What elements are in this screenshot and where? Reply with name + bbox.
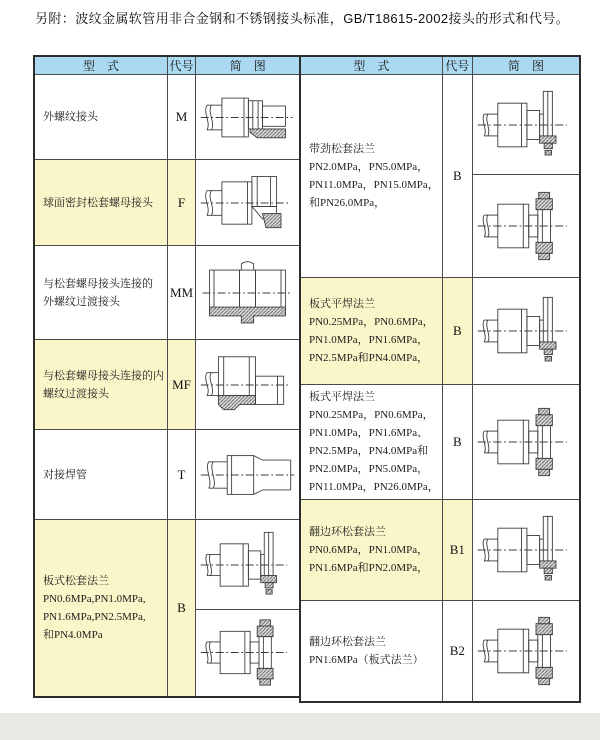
diagram-cell <box>196 610 301 697</box>
type-line: PN2.0MPa，PN5.0MPa， <box>309 463 429 475</box>
code-cell: F <box>168 160 196 246</box>
table-row <box>300 278 580 385</box>
code-cell: B <box>442 278 472 385</box>
table-row <box>34 246 301 340</box>
type-cell <box>300 500 442 601</box>
type-cell <box>34 160 168 246</box>
male-female-adapter <box>199 345 296 425</box>
table-row <box>34 160 301 246</box>
fitting-table-left <box>33 55 302 698</box>
type-line: 带劲松套法兰 <box>309 143 375 155</box>
col-header-diagram: 简 图 <box>472 56 580 75</box>
table-row <box>300 385 580 500</box>
loose-flange-section-view <box>476 399 576 485</box>
type-line: 螺纹过渡接头 <box>43 387 109 400</box>
diagram-cell <box>196 75 301 160</box>
table-row <box>34 520 301 610</box>
type-line: 与松套螺母接头连接的 <box>43 277 153 290</box>
col-header-type: 型 式 <box>34 56 168 75</box>
spherical-loose-nut-fitting <box>199 165 296 241</box>
type-line: PN0.25MPa，PN0.6MPa， <box>309 409 434 421</box>
type-line: PN2.0MPa，PN5.0MPa， <box>309 161 429 173</box>
code-cell: M <box>168 75 196 160</box>
type-line: PN1.6MPa和PN2.0MPa， <box>309 562 429 574</box>
loose-flange-section-view <box>476 608 576 694</box>
type-line: 与松套螺母接头连接的内 <box>43 369 164 382</box>
double-male-adapter <box>199 251 296 335</box>
loose-flange-side-view <box>476 82 576 168</box>
code-cell: B1 <box>442 500 472 601</box>
diagram-cell <box>196 430 301 520</box>
page-bottom-strip <box>0 713 600 740</box>
type-line: PN0.6MPa，PN1.0MPa， <box>309 544 429 556</box>
type-line: 翻边环松套法兰 <box>309 635 386 648</box>
type-cell <box>34 520 168 697</box>
code-cell: MF <box>168 340 196 430</box>
diagram-cell <box>472 278 580 385</box>
type-cell <box>34 246 168 340</box>
type-line: 外螺纹过渡接头 <box>43 295 120 308</box>
type-cell <box>300 601 442 702</box>
code-cell: B <box>442 385 472 500</box>
page-heading: 另附：波纹金属软管用非合金钢和不锈钢接头标准，GB/T18615-2002接头的形式和代号。 <box>35 11 570 26</box>
loose-flange-side-view <box>476 507 576 593</box>
diagram-cell <box>472 385 580 500</box>
type-cell <box>34 430 168 520</box>
type-line: 和PN4.0MPa <box>43 628 103 641</box>
type-line: PN1.6MPa,PN2.5MPa, <box>43 610 146 623</box>
diagram-cell <box>472 75 580 175</box>
type-line: PN2.5MPa，PN4.0MPa和 <box>309 445 429 457</box>
col-header-type: 型 式 <box>300 56 442 75</box>
loose-flange-section-view <box>476 183 576 269</box>
code-cell: B <box>168 520 196 697</box>
loose-flange-section-view <box>199 614 296 691</box>
type-line: 板式平焊法兰 <box>309 391 375 403</box>
col-header-code: 代号 <box>168 56 196 75</box>
type-cell <box>300 75 442 278</box>
type-line: 对接焊管 <box>43 468 87 481</box>
diagram-cell <box>472 601 580 702</box>
code-cell: B <box>442 75 472 278</box>
code-cell: B2 <box>442 601 472 702</box>
col-header-code: 代号 <box>442 56 472 75</box>
type-cell <box>300 385 442 500</box>
type-line: PN1.6MPa（板式法兰） <box>309 653 424 666</box>
type-line: PN1.0MPa，PN1.6MPa、 <box>309 427 429 439</box>
col-header-diagram: 简 图 <box>196 56 301 75</box>
type-cell <box>300 278 442 385</box>
type-line: 外螺纹接头 <box>43 111 98 123</box>
type-line: PN2.5MPa和PN4.0MPa， <box>309 352 429 364</box>
type-line: 板式松套法兰 <box>43 574 109 587</box>
butt-weld-pipe <box>199 435 296 515</box>
fitting-table-right <box>299 55 581 703</box>
loose-flange-side-view <box>476 288 576 374</box>
type-line: PN11.0MPa，PN15.0MPa， <box>309 179 439 191</box>
diagram-cell <box>196 340 301 430</box>
type-cell <box>34 75 168 160</box>
table-row <box>34 430 301 520</box>
type-cell <box>34 340 168 430</box>
code-cell: MM <box>168 246 196 340</box>
loose-flange-side-view <box>199 525 296 605</box>
type-line: 翻边环松套法兰 <box>309 526 386 538</box>
diagram-cell <box>472 500 580 601</box>
table-row <box>34 75 301 160</box>
table-row <box>34 340 301 430</box>
table-row <box>300 601 580 702</box>
type-line: PN1.0MPa，PN1.6MPa， <box>309 334 429 346</box>
male-thread-fitting <box>199 80 296 155</box>
diagram-cell <box>196 246 301 340</box>
type-line: PN0.6MPa,PN1.0MPa, <box>43 592 146 605</box>
table-row <box>300 75 580 175</box>
type-line: 板式平焊法兰 <box>309 298 375 310</box>
type-line: PN0.25MPa，PN0.6MPa， <box>309 316 434 328</box>
table-row <box>300 500 580 601</box>
type-line: PN11.0MPa，PN26.0MPa， <box>309 481 439 493</box>
code-cell: T <box>168 430 196 520</box>
type-line: 球面密封松套螺母接头 <box>43 196 153 209</box>
diagram-cell <box>196 160 301 246</box>
type-line: 和PN26.0MPa， <box>309 197 386 209</box>
diagram-cell <box>196 520 301 610</box>
diagram-cell <box>472 175 580 278</box>
